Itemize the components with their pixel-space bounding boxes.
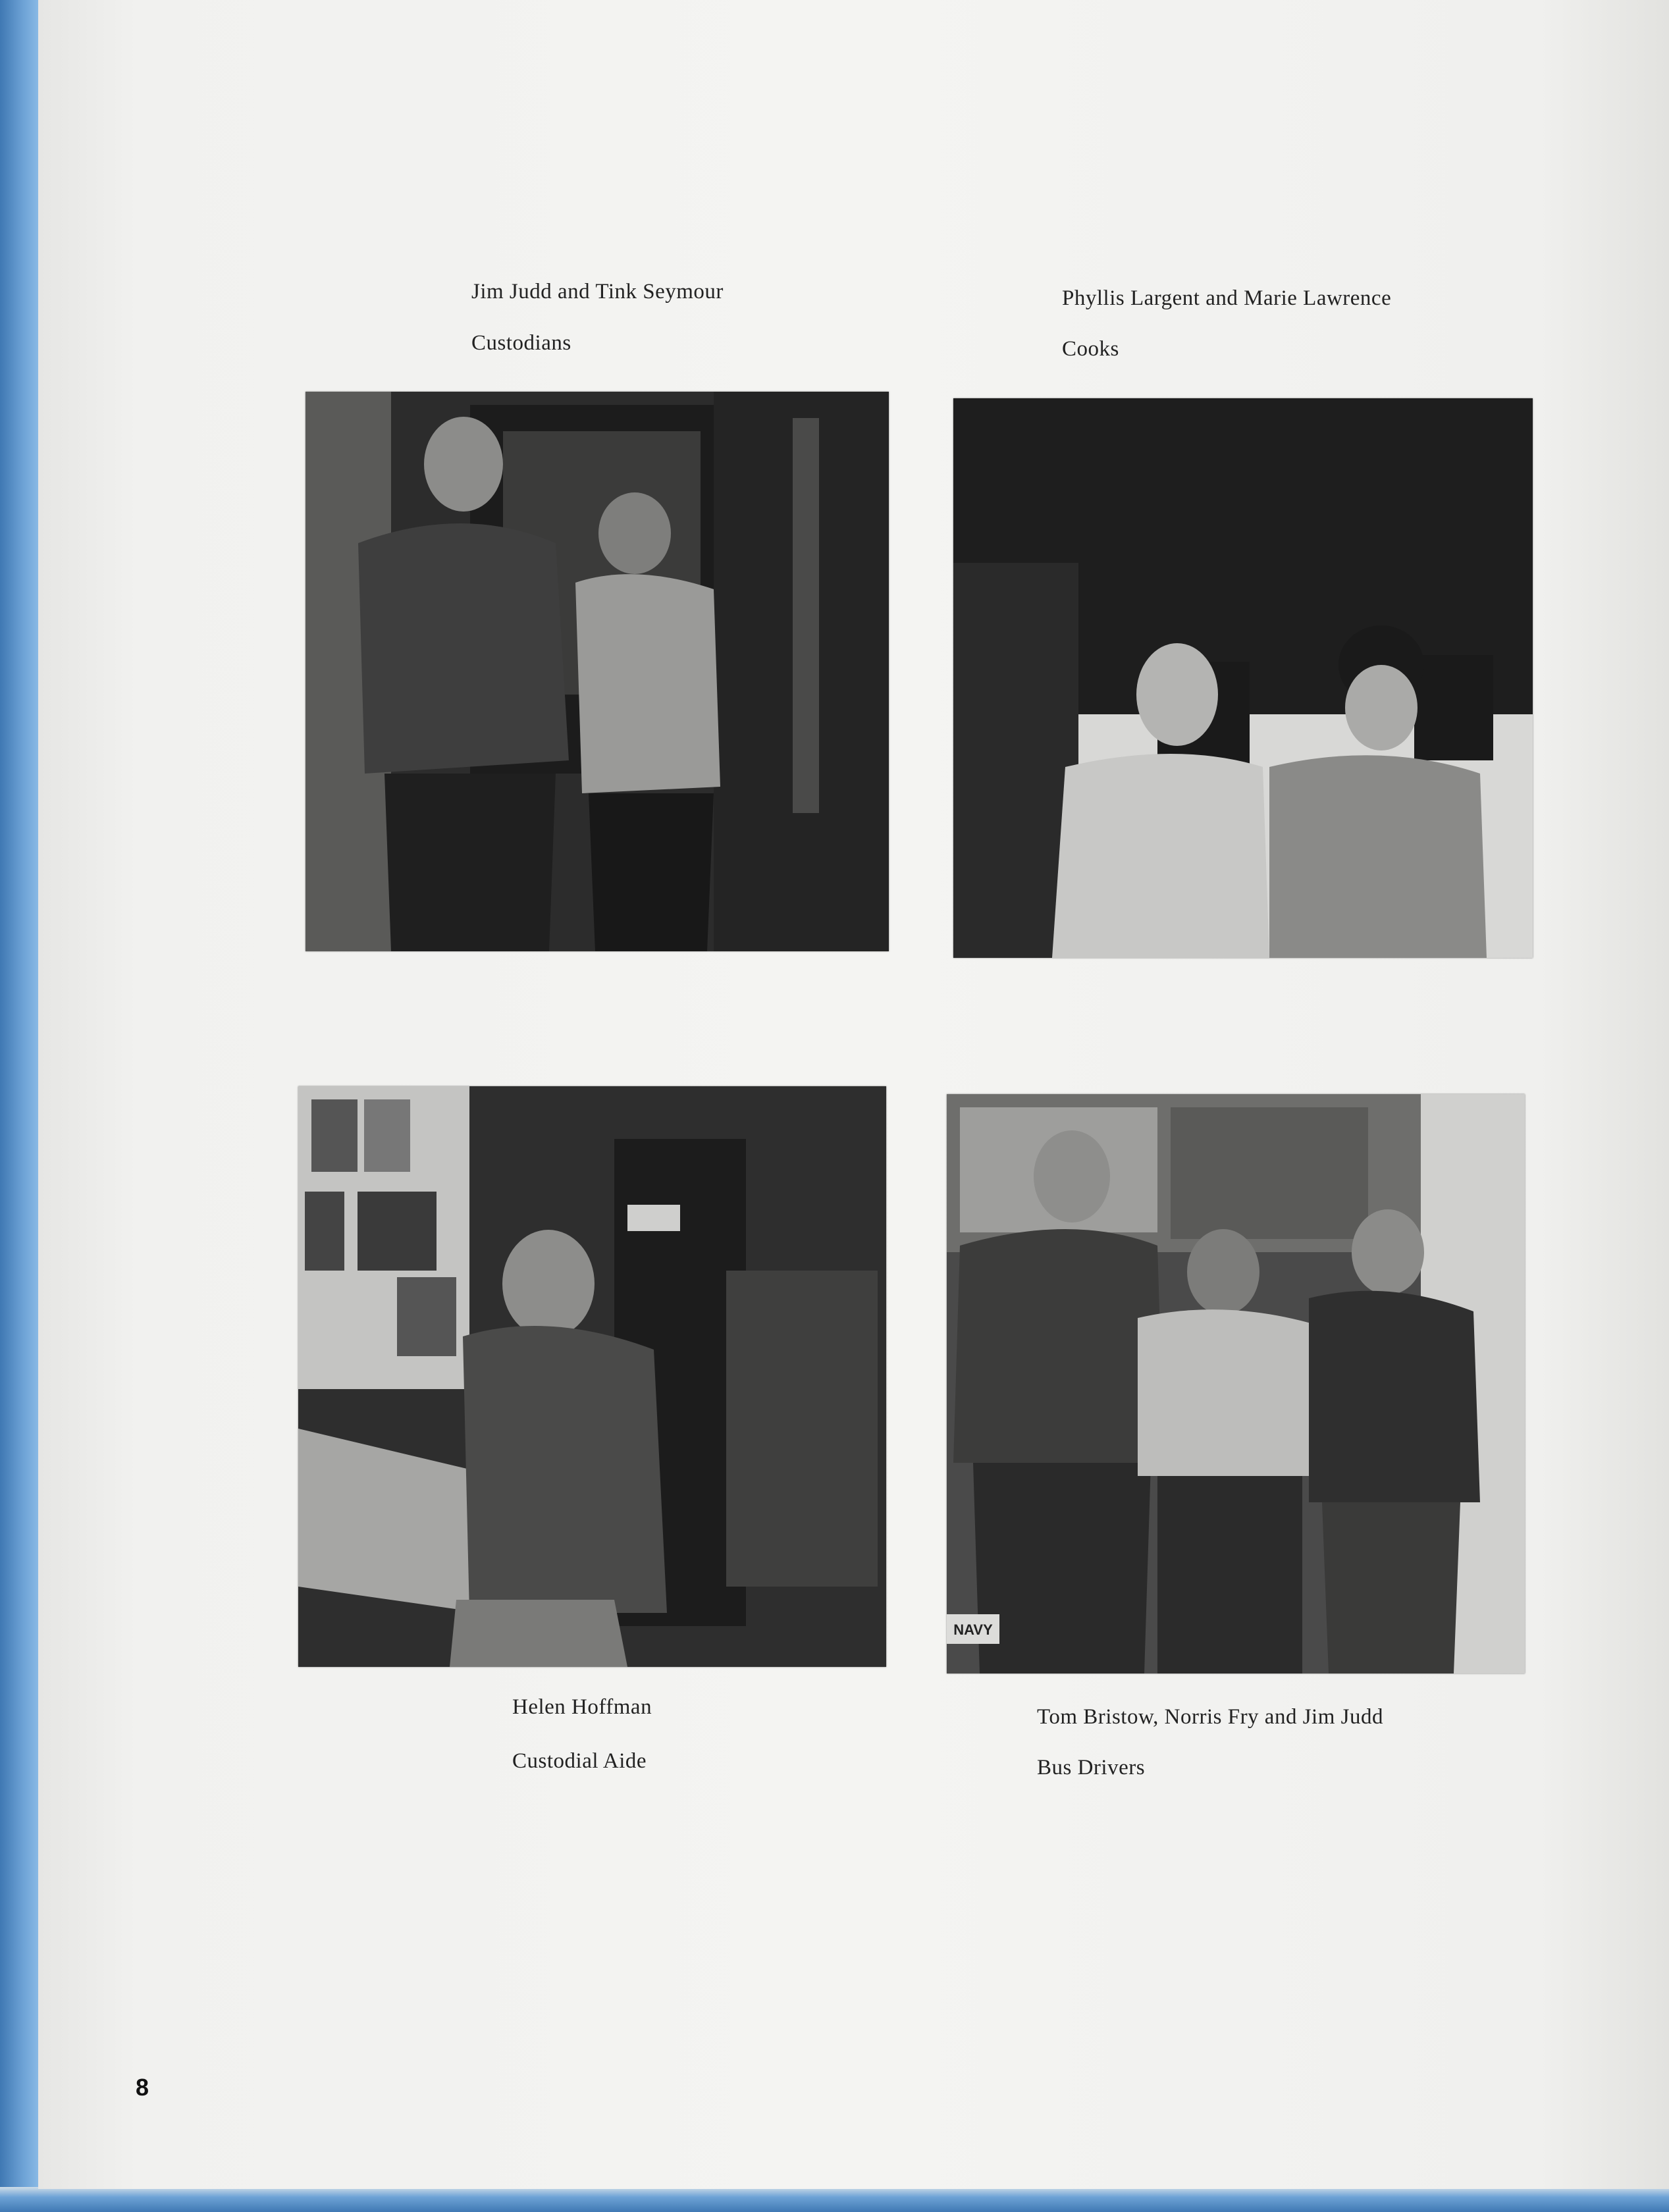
caption-custodians-names: Jim Judd and Tink Seymour: [471, 280, 724, 303]
caption-bus-drivers-role: Bus Drivers: [1037, 1756, 1146, 1779]
book-cover-edge: [0, 2187, 1669, 2212]
yearbook-page: [38, 0, 1669, 2189]
photo-custodians: [305, 392, 889, 951]
photo-cooks: [953, 398, 1533, 958]
caption-aide-role: Custodial Aide: [512, 1749, 647, 1773]
caption-cooks-role: Cooks: [1062, 337, 1119, 361]
caption-bus-drivers-names: Tom Bristow, Norris Fry and Jim Judd: [1037, 1705, 1383, 1729]
caption-cooks-names: Phyllis Largent and Marie Lawrence: [1062, 286, 1392, 310]
photo-bus-drivers: [947, 1094, 1525, 1673]
photo-custodial-aide: [298, 1086, 886, 1667]
license-plate-text: NAVY: [953, 1621, 993, 1638]
caption-custodians-role: Custodians: [471, 331, 571, 355]
caption-aide-names: Helen Hoffman: [512, 1695, 652, 1719]
page-number: 8: [136, 2074, 149, 2101]
